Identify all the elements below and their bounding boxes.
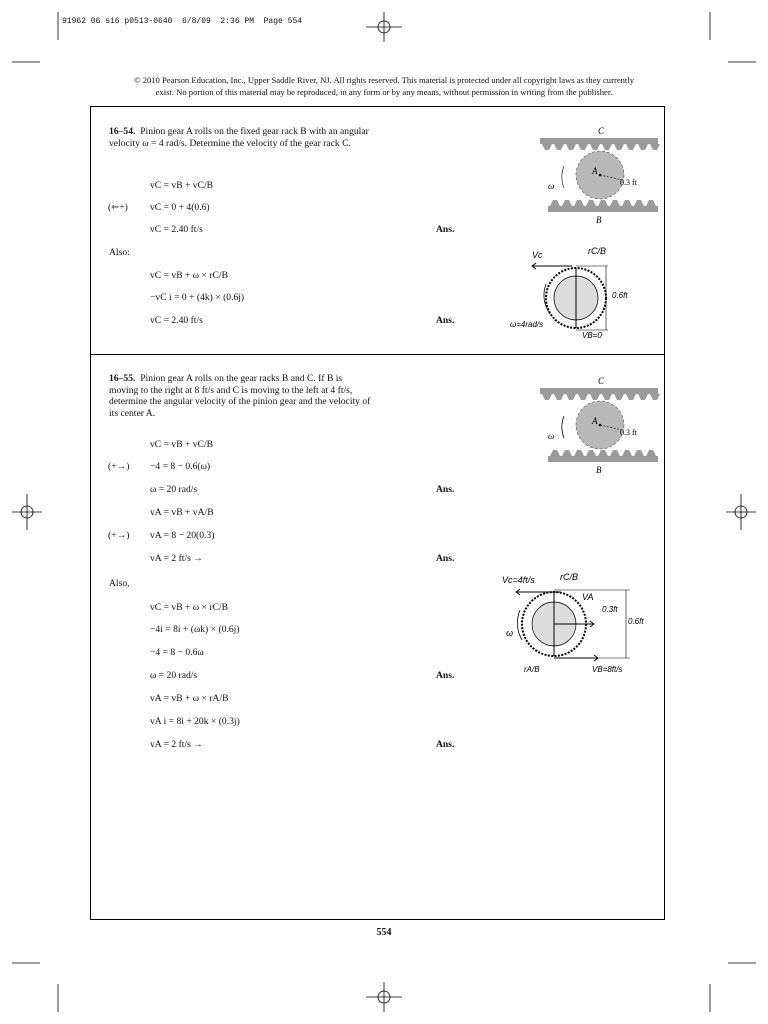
equation: vC = vB + ω × rC/B [150,602,228,613]
sketch-label-vc: Vc [532,250,543,260]
equation: vA = 2 ft/s → [150,739,203,750]
sketch-label-r03: 0.3ft [602,605,618,614]
equation: −4 = 8 − 0.6ω [150,647,204,658]
problem-divider [90,354,665,355]
sketch-label-rcb: rC/B [560,572,578,582]
equation: vA = 2 ft/s → [150,553,203,564]
equation: −4i = 8i + (ωk) × (0.6j) [150,624,240,635]
sketch-label-d: 0.6ft [612,291,628,300]
sketch-label-omega: ω=4rad/s [510,320,544,329]
sketch-label-vc: Vc=4ft/s [502,575,535,585]
answer-label: Ans. [436,484,455,495]
answer-label: Ans. [436,739,455,750]
equation: vC = vB + vC/B [150,439,214,450]
problem-text: Pinion gear A rolls on the fixed gear rack B with an angular velocity ω = 4 rad/s. Determine the velocity of the gear rack C. [109,126,369,149]
equation: vC = vB + vC/B [150,180,214,191]
label-omega: ω [548,431,555,441]
equation: vC = 0 + 4(0.6) [150,202,210,213]
also-label: Also: [109,247,130,258]
label-a: A [592,166,598,176]
handdrawn-sketch-16-55 [498,568,658,680]
problem-16-55-statement [109,373,371,419]
sketch-label-vb: VB=8ft/s [592,665,623,674]
problem-number: 16–55. [109,373,136,384]
handdrawn-sketch-16-54 [510,244,650,340]
gear-rack-figure [530,122,660,224]
sketch-label-rcb: rC/B [588,246,606,256]
label-omega: ω [548,181,555,191]
equation: ω = 20 rad/s [150,670,198,681]
sketch-label-va: VA [582,592,594,602]
sign-convention: (+→) [108,461,130,472]
sketch-label-rab: rA/B [524,665,540,674]
problem-text: Pinion gear A rolls on the gear racks B and C. If B is moving to the right at 8 ft/s and C is moving to the left at 4 ft/s, determine the angular velocity of the pinion gear and the velocity of its center A. [109,373,371,419]
equation: −vC i = 0 + (4k) × (0.6j) [150,292,245,303]
equation: vC = vB + ω × rC/B [150,270,228,281]
problem-16-54-statement [109,126,371,149]
header-slug: 91962 06 s16 p0513-0640 6/8/09 2:36 PM Page 554 [62,17,303,26]
page-number: 554 [376,927,392,938]
label-b: B [596,465,602,474]
sketch-label-vb: VB=0 [582,331,602,340]
radius-label: 0.3 ft [620,178,637,187]
sign-convention: (+→) [108,530,130,541]
radius-label: 0.3 ft [620,428,637,437]
copyright-line-2: exist. No portion of this material may be reproduced, in any form or by any means, without permission in writing from the publisher. [155,87,613,97]
sketch-label-omega: ω [506,628,514,638]
gear-rack-figure [530,372,660,474]
equation: vA = vB + ω × rA/B [150,693,229,704]
answer-label: Ans. [436,670,455,681]
label-b: B [596,215,602,224]
answer-label: Ans. [436,224,455,235]
equation: vC = 2.40 ft/s [150,315,203,326]
label-a: A [592,416,598,426]
label-c: C [598,126,605,136]
equation: vA i = 8i + 20k × (0.3j) [150,716,240,727]
equation: ω = 20 rad/s [150,484,198,495]
answer-label: Ans. [436,553,455,564]
sign-convention: (⇽+) [108,202,128,213]
problem-number: 16–54. [109,126,136,137]
sketch-label-d: 0.6ft [628,617,644,626]
copyright-line-1: © 2010 Pearson Education, Inc., Upper Saddle River, NJ. All rights reserved. This material is protected under all copyright laws as they currently [133,75,635,85]
equation: −4 = 8 − 0.6(ω) [150,461,211,472]
equation: vA = vB + vA/B [150,507,214,518]
label-c: C [598,376,605,386]
answer-label: Ans. [436,315,455,326]
equation: vA = 8 − 20(0.3) [150,530,215,541]
also-label: Also, [109,578,130,589]
equation: vC = 2.40 ft/s [150,224,203,235]
